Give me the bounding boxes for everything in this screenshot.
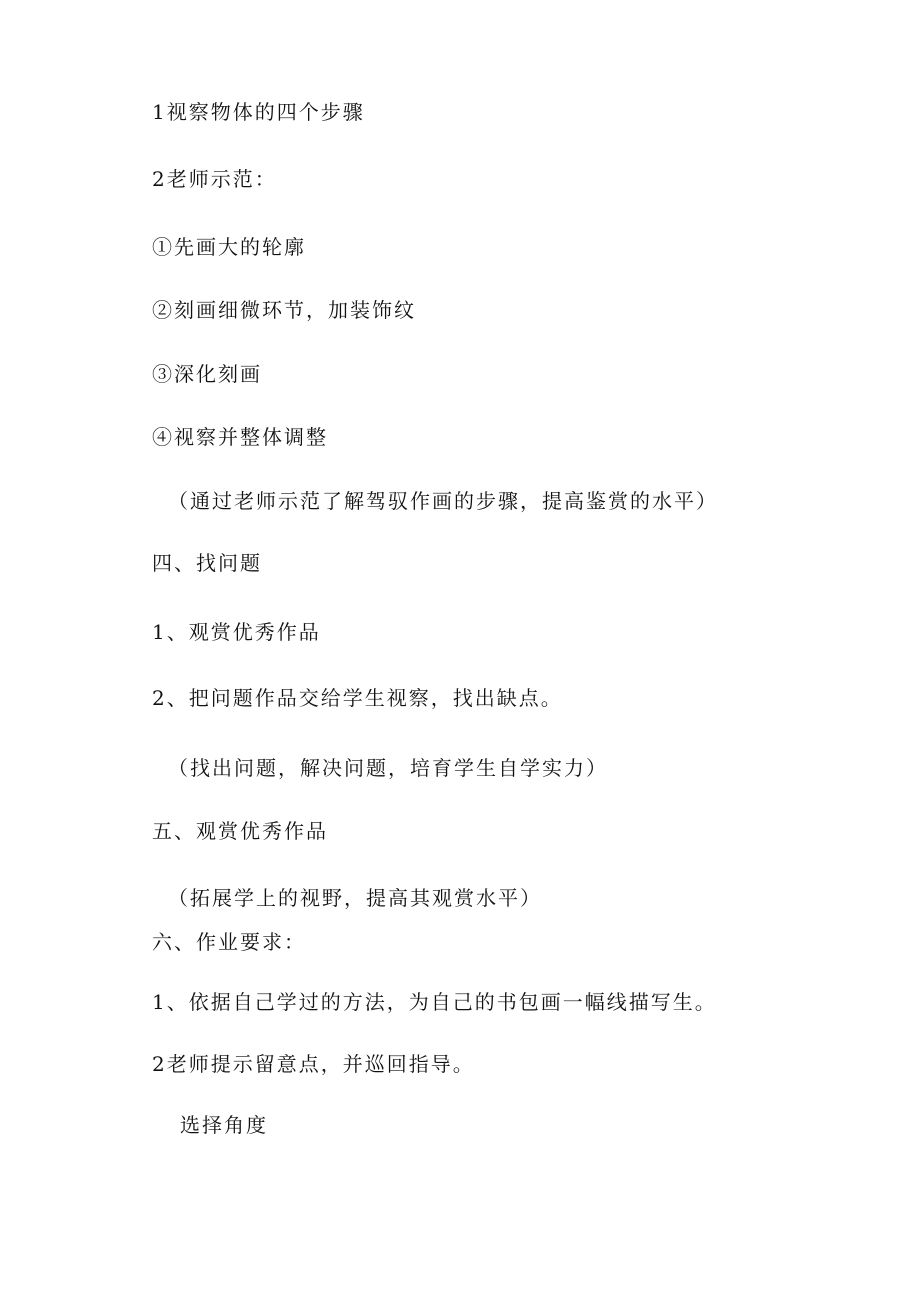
- section-heading-5: 五、观赏优秀作品: [152, 819, 328, 843]
- section-heading-4: 四、找问题: [152, 551, 262, 575]
- section-4-item-1: 1、观赏优秀作品: [152, 620, 321, 644]
- section-5-note: （拓展学上的视野，提高其观赏水平）: [168, 886, 542, 910]
- demo-step-1: ①先画大的轮廓: [152, 235, 306, 259]
- section-4-item-2: 2、把问题作品交给学生视察，找出缺点。: [152, 686, 563, 710]
- demo-step-2: ②刻画细微环节，加装饰纹: [152, 298, 416, 322]
- demo-note: （通过老师示范了解驾驭作画的步骤，提高鉴赏的水平）: [168, 489, 718, 513]
- demo-step-4: ④视察并整体调整: [152, 425, 328, 449]
- step-heading-observe: 1视察物体的四个步骤: [152, 100, 365, 124]
- demo-step-3: ③深化刻画: [152, 362, 262, 386]
- step-heading-demonstration: 2老师示范：: [152, 167, 277, 191]
- section-heading-6: 六、作业要求：: [152, 930, 306, 954]
- section-4-note: （找出问题，解决问题，培育学生自学实力）: [168, 756, 608, 780]
- section-6-subitem: 选择角度: [180, 1113, 268, 1137]
- section-6-item-2: 2老师提示留意点，并巡回指导。: [152, 1052, 475, 1076]
- section-6-item-1: 1、依据自己学过的方法，为自己的书包画一幅线描写生。: [152, 990, 717, 1014]
